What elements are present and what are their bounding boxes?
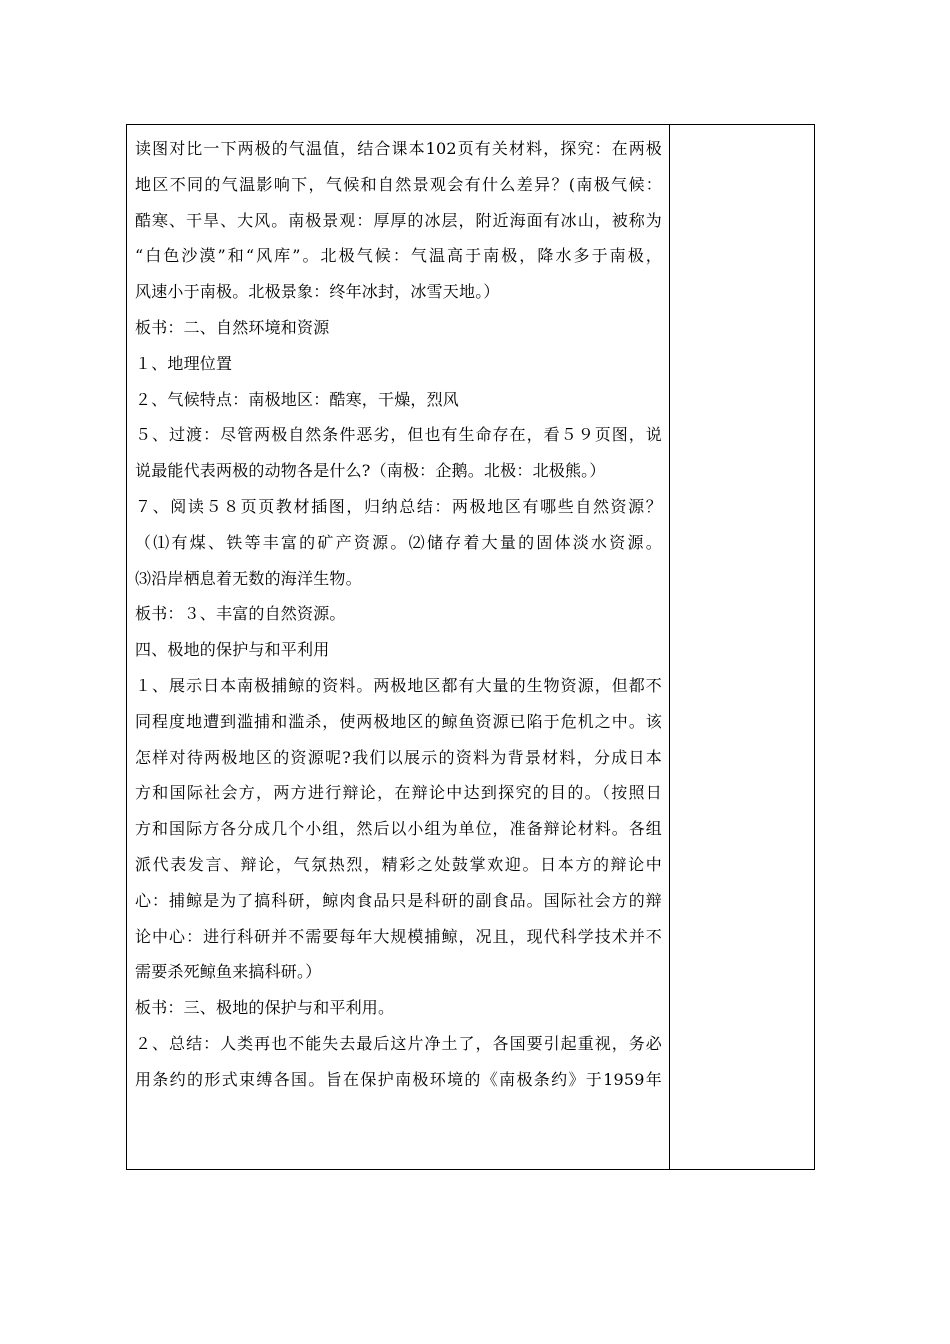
text-line: “白色沙漠”和“风库”。北极气候：气温高于南极，降水多于南极， [135,246,662,266]
text-line: ２、总结：人类再也不能失去最后这片净土了，各国要引起重视，务必 [135,1033,662,1053]
text-line: 方和国际方各分成几个小组，然后以小组为单位，准备辩论材料。各组 [135,819,662,839]
lesson-table [126,124,815,1170]
text-line: １、地理位置 [135,353,233,373]
text-line: 心：捕鲸是为了搞科研，鲸肉食品只是科研的副食品。国际社会方的辩 [135,890,662,910]
text-line: 需要杀死鲸鱼来搞科研。） [135,962,322,982]
text-line: 酷寒、干旱、大风。南极景观：厚厚的冰层，附近海面有冰山，被称为 [135,210,662,230]
notes-cell [670,125,814,1169]
text-line: 风速小于南极。北极景象：终年冰封，冰雪天地。） [135,282,500,302]
text-line: ７、阅读５８页页教材插图，归纳总结：两极地区有哪些自然资源？ [135,496,662,516]
text-line: 论中心：进行科研并不需要每年大规模捕鲸，况且，现代科学技术并不 [135,926,662,946]
text-line: １、展示日本南极捕鲸的资料。两极地区都有大量的生物资源，但都不 [135,675,662,695]
text-line: 板书：三、极地的保护与和平利用。 [135,998,395,1018]
text-line: 说最能代表两极的动物各是什么?（南极：企鹅。北极：北极熊。） [135,461,606,481]
text-line: 用条约的形式束缚各国。旨在保护南极环境的《南极条约》于1959年 [135,1069,662,1089]
text-line: 方和国际社会方，两方进行辩论，在辩论中达到探究的目的。（按照日 [135,783,662,803]
text-line: 四、极地的保护与和平利用 [135,640,330,660]
text-line: 同程度地遭到滥捕和滥杀，使两极地区的鲸鱼资源已陷于危机之中。该 [135,711,662,731]
text-line: 怎样对待两极地区的资源呢?我们以展示的资料为背景材料，分成日本 [135,747,662,767]
lesson-content-cell [135,131,662,1098]
text-line: ２、气候特点：南极地区：酷寒，干燥，烈风 [135,389,460,409]
text-line: ５、过渡：尽管两极自然条件恶劣，但也有生命存在，看５９页图，说 [135,425,662,445]
text-line: 读图对比一下两极的气温值，结合课本102页有关材料，探究：在两极 [135,139,662,158]
text-line: ⑶沿岸栖息着无数的海洋生物。 [135,568,362,588]
text-line: （⑴有煤、铁等丰富的矿产资源。⑵储存着大量的固体淡水资源。 [135,532,662,552]
text-line: 派代表发言、辩论，气氛热烈，精彩之处鼓掌欢迎。日本方的辩论中 [135,854,662,874]
text-line: 板书：３、丰富的自然资源。 [135,604,346,624]
text-line: 地区不同的气温影响下，气候和自然景观会有什么差异？(南极气候： [135,174,662,194]
text-line: 板书：二、自然环境和资源 [135,317,330,337]
